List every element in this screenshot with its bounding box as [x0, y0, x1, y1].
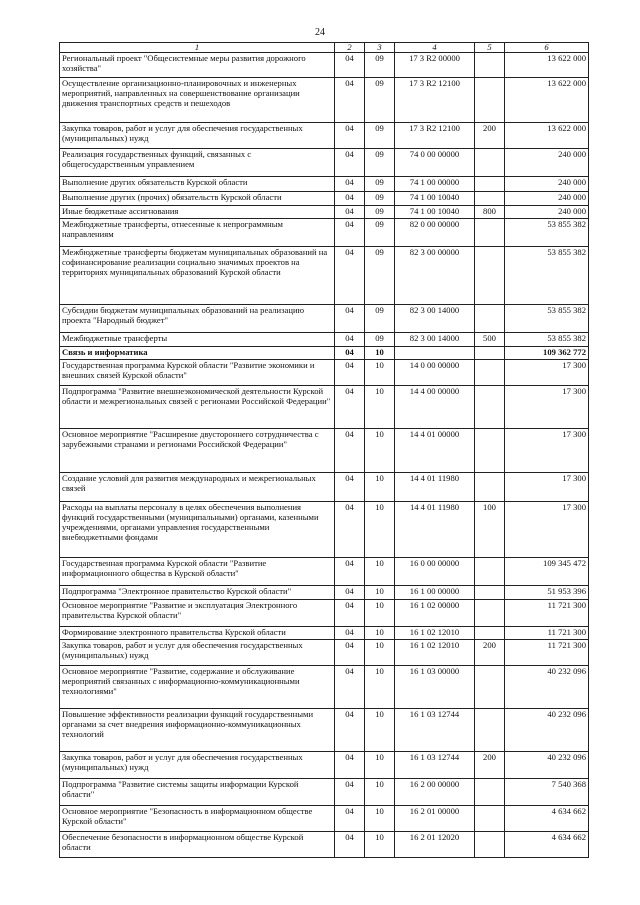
cell-subsection: 10: [365, 752, 395, 779]
cell-amount: 240 000: [505, 192, 589, 206]
cell-section: 04: [335, 502, 365, 558]
cell-amount: 240 000: [505, 177, 589, 192]
cell-target-article: 16 1 03 12744: [395, 752, 475, 779]
cell-expense-type: [475, 832, 505, 858]
cell-subsection: 09: [365, 206, 395, 219]
cell-amount: 109 362 772: [505, 347, 589, 360]
page-number: 24: [315, 27, 325, 38]
cell-target-article: 14 0 00 00000: [395, 360, 475, 386]
cell-subsection: 09: [365, 177, 395, 192]
cell-name: Формирование электронного правительства Курской области: [60, 627, 335, 640]
cell-subsection: 09: [365, 123, 395, 149]
cell-target-article: 16 1 03 00000: [395, 666, 475, 709]
cell-subsection: 10: [365, 640, 395, 666]
cell-subsection: 09: [365, 219, 395, 247]
cell-section: 04: [335, 219, 365, 247]
cell-amount: 11 721 300: [505, 600, 589, 627]
cell-name: Межбюджетные трансферты, отнесенные к непрограммным направлениям: [60, 219, 335, 247]
cell-name: Расходы на выплаты персоналу в целях обеспечения выполнения функций государственными (муниципальными) органами, казенными учреждениями, органами управления государственными внебюджетными фондами: [60, 502, 335, 558]
cell-name: Межбюджетные трансферты бюджетам муниципальных образований на софинансирование реализации социально значимых проектов на территориях муниципальных образований Курской области: [60, 247, 335, 305]
cell-section: 04: [335, 752, 365, 779]
table-row: [60, 806, 589, 832]
cell-section: 04: [335, 333, 365, 347]
budget-table: [59, 42, 589, 858]
cell-name: Связь и информатика: [60, 347, 335, 360]
table-row: [60, 247, 589, 305]
cell-subsection: 09: [365, 53, 395, 78]
cell-amount: 53 855 382: [505, 305, 589, 333]
cell-subsection: 10: [365, 429, 395, 473]
cell-amount: 4 634 662: [505, 806, 589, 832]
cell-section: 04: [335, 429, 365, 473]
cell-name: Подпрограмма "Развитие внешнеэкономической деятельности Курской области и межрегиональных связей с регионами Российской Федерации": [60, 386, 335, 429]
cell-name: Повышение эффективности реализации функций государственными органами за счет внедрения информационно-коммуникационных технологий: [60, 709, 335, 752]
cell-section: 04: [335, 600, 365, 627]
cell-target-article: 74 1 00 10040: [395, 192, 475, 206]
cell-section: 04: [335, 386, 365, 429]
cell-expense-type: 200: [475, 752, 505, 779]
cell-expense-type: [475, 386, 505, 429]
cell-expense-type: [475, 78, 505, 123]
table-row: [60, 752, 589, 779]
cell-section: 04: [335, 347, 365, 360]
cell-subsection: 09: [365, 247, 395, 305]
table-row: [60, 78, 589, 123]
cell-target-article: 16 1 02 00000: [395, 600, 475, 627]
cell-amount: 17 300: [505, 502, 589, 558]
table-row: [60, 640, 589, 666]
cell-target-article: 74 0 00 00000: [395, 149, 475, 177]
cell-subsection: 10: [365, 558, 395, 586]
cell-name: Закупка товаров, работ и услуг для обеспечения государственных (муниципальных) нужд: [60, 123, 335, 149]
cell-expense-type: [475, 149, 505, 177]
cell-section: 04: [335, 177, 365, 192]
cell-section: 04: [335, 53, 365, 78]
cell-name: Основное мероприятие "Расширение двустороннего сотрудничества с зарубежными странами и регионами Российской Федерации": [60, 429, 335, 473]
cell-target-article: 82 3 00 00000: [395, 247, 475, 305]
cell-section: 04: [335, 558, 365, 586]
cell-name: Основное мероприятие "Развитие, содержание и обслуживание мероприятий связанных с информационно-коммуникационными технологиями": [60, 666, 335, 709]
table-row: [60, 600, 589, 627]
cell-name: Иные бюджетные ассигнования: [60, 206, 335, 219]
cell-amount: 7 540 368: [505, 779, 589, 806]
cell-expense-type: [475, 219, 505, 247]
cell-amount: 13 622 000: [505, 123, 589, 149]
cell-expense-type: [475, 666, 505, 709]
cell-amount: 40 232 096: [505, 709, 589, 752]
cell-target-article: 82 0 00 00000: [395, 219, 475, 247]
cell-name: Выполнение других (прочих) обязательств Курской области: [60, 192, 335, 206]
cell-target-article: 74 1 00 10040: [395, 206, 475, 219]
column-header: 2: [335, 43, 365, 53]
cell-subsection: 10: [365, 806, 395, 832]
cell-name: Осуществление организационно-планировочных и инженерных мероприятий, направленных на совершенствование организации движения транспортных средств и пешеходов: [60, 78, 335, 123]
table-row: [60, 53, 589, 78]
cell-amount: 40 232 096: [505, 666, 589, 709]
column-header: 1: [60, 43, 335, 53]
cell-amount: 109 345 472: [505, 558, 589, 586]
table-row: [60, 206, 589, 219]
cell-expense-type: [475, 709, 505, 752]
cell-expense-type: [475, 627, 505, 640]
cell-name: Основное мероприятие "Безопасность в информационном обществе Курской области": [60, 806, 335, 832]
cell-target-article: 17 3 R2 12100: [395, 123, 475, 149]
cell-section: 04: [335, 149, 365, 177]
cell-subsection: 10: [365, 709, 395, 752]
cell-expense-type: 500: [475, 333, 505, 347]
cell-expense-type: 200: [475, 640, 505, 666]
cell-section: 04: [335, 779, 365, 806]
cell-expense-type: [475, 360, 505, 386]
cell-subsection: 10: [365, 832, 395, 858]
column-header-row: [60, 43, 589, 53]
cell-amount: 11 721 300: [505, 640, 589, 666]
table-row: [60, 177, 589, 192]
cell-target-article: 82 3 00 14000: [395, 305, 475, 333]
cell-subsection: 10: [365, 779, 395, 806]
cell-amount: 13 622 000: [505, 78, 589, 123]
cell-name: Подпрограмма "Развитие системы защиты информации Курской области": [60, 779, 335, 806]
cell-target-article: 14 4 01 11980: [395, 473, 475, 502]
cell-amount: 11 721 300: [505, 627, 589, 640]
cell-subsection: 09: [365, 333, 395, 347]
cell-amount: 40 232 096: [505, 752, 589, 779]
cell-name: Межбюджетные трансферты: [60, 333, 335, 347]
cell-subsection: 10: [365, 666, 395, 709]
cell-section: 04: [335, 709, 365, 752]
cell-expense-type: [475, 53, 505, 78]
cell-section: 04: [335, 640, 365, 666]
column-header: 6: [505, 43, 589, 53]
cell-target-article: 16 2 00 00000: [395, 779, 475, 806]
table-row: [60, 386, 589, 429]
table-row: [60, 558, 589, 586]
cell-target-article: 16 2 01 12020: [395, 832, 475, 858]
table-row: [60, 305, 589, 333]
table-row: [60, 333, 589, 347]
cell-name: Государственная программа Курской области "Развитие экономики и внешних связей Курской области": [60, 360, 335, 386]
cell-section: 04: [335, 806, 365, 832]
table-row: [60, 832, 589, 858]
cell-amount: 240 000: [505, 149, 589, 177]
cell-section: 04: [335, 627, 365, 640]
cell-subsection: 10: [365, 473, 395, 502]
cell-amount: 53 855 382: [505, 333, 589, 347]
cell-expense-type: [475, 429, 505, 473]
cell-amount: 17 300: [505, 429, 589, 473]
cell-target-article: 14 4 00 00000: [395, 386, 475, 429]
cell-expense-type: [475, 600, 505, 627]
table-row: [60, 123, 589, 149]
cell-amount: 13 622 000: [505, 53, 589, 78]
table-row: [60, 666, 589, 709]
cell-expense-type: [475, 473, 505, 502]
cell-subsection: 10: [365, 502, 395, 558]
cell-section: 04: [335, 832, 365, 858]
cell-subsection: 10: [365, 600, 395, 627]
column-header: 4: [395, 43, 475, 53]
table-row: [60, 219, 589, 247]
cell-name: Выполнение других обязательств Курской области: [60, 177, 335, 192]
cell-expense-type: [475, 586, 505, 600]
cell-expense-type: [475, 305, 505, 333]
column-header: 5: [475, 43, 505, 53]
cell-target-article: 17 3 R2 00000: [395, 53, 475, 78]
cell-name: Реализация государственных функций, связанных с общегосударственным управлением: [60, 149, 335, 177]
cell-section: 04: [335, 586, 365, 600]
cell-section: 04: [335, 360, 365, 386]
table-row: [60, 192, 589, 206]
cell-target-article: 82 3 00 14000: [395, 333, 475, 347]
cell-amount: 51 953 396: [505, 586, 589, 600]
cell-section: 04: [335, 206, 365, 219]
cell-name: Закупка товаров, работ и услуг для обеспечения государственных (муниципальных) нужд: [60, 752, 335, 779]
cell-amount: 240 000: [505, 206, 589, 219]
cell-expense-type: 100: [475, 502, 505, 558]
cell-name: Субсидии бюджетам муниципальных образований на реализацию проекта "Народный бюджет": [60, 305, 335, 333]
cell-target-article: 16 0 00 00000: [395, 558, 475, 586]
cell-subsection: 09: [365, 149, 395, 177]
cell-amount: 53 855 382: [505, 247, 589, 305]
cell-target-article: 14 4 01 00000: [395, 429, 475, 473]
cell-name: Государственная программа Курской области "Развитие информационного общества в Курской области": [60, 558, 335, 586]
cell-name: Обеспечение безопасности в информационном обществе Курской области: [60, 832, 335, 858]
cell-amount: 17 300: [505, 360, 589, 386]
cell-name: Подпрограмма "Электронное правительство Курской области": [60, 586, 335, 600]
cell-subsection: 10: [365, 360, 395, 386]
table-row: [60, 627, 589, 640]
cell-expense-type: [475, 192, 505, 206]
table-row: [60, 347, 589, 360]
cell-expense-type: 800: [475, 206, 505, 219]
cell-expense-type: [475, 177, 505, 192]
cell-section: 04: [335, 78, 365, 123]
cell-subsection: 09: [365, 305, 395, 333]
table-row: [60, 429, 589, 473]
cell-expense-type: 200: [475, 123, 505, 149]
cell-target-article: 16 1 00 00000: [395, 586, 475, 600]
cell-amount: 17 300: [505, 473, 589, 502]
table-row: [60, 473, 589, 502]
cell-subsection: 10: [365, 347, 395, 360]
cell-section: 04: [335, 305, 365, 333]
cell-expense-type: [475, 347, 505, 360]
table-row: [60, 502, 589, 558]
cell-section: 04: [335, 192, 365, 206]
cell-amount: 53 855 382: [505, 219, 589, 247]
cell-name: Создание условий для развития международных и межрегиональных связей: [60, 473, 335, 502]
cell-amount: 4 634 662: [505, 832, 589, 858]
cell-target-article: 16 1 02 12010: [395, 627, 475, 640]
cell-target-article: 16 1 02 12010: [395, 640, 475, 666]
cell-expense-type: [475, 247, 505, 305]
cell-target-article: [395, 347, 475, 360]
cell-subsection: 10: [365, 586, 395, 600]
cell-name: Основное мероприятие "Развитие и эксплуатация Электронного правительства Курской области": [60, 600, 335, 627]
cell-target-article: 17 3 R2 12100: [395, 78, 475, 123]
cell-section: 04: [335, 666, 365, 709]
table-row: [60, 360, 589, 386]
cell-name: Закупка товаров, работ и услуг для обеспечения государственных (муниципальных) нужд: [60, 640, 335, 666]
cell-name: Региональный проект "Общесистемные меры развития дорожного хозяйства": [60, 53, 335, 78]
cell-expense-type: [475, 806, 505, 832]
table-row: [60, 779, 589, 806]
cell-subsection: 10: [365, 386, 395, 429]
cell-subsection: 10: [365, 627, 395, 640]
cell-section: 04: [335, 473, 365, 502]
cell-target-article: 14 4 01 11980: [395, 502, 475, 558]
cell-amount: 17 300: [505, 386, 589, 429]
cell-expense-type: [475, 779, 505, 806]
cell-subsection: 09: [365, 192, 395, 206]
column-header: 3: [365, 43, 395, 53]
cell-expense-type: [475, 558, 505, 586]
cell-target-article: 16 1 03 12744: [395, 709, 475, 752]
cell-section: 04: [335, 247, 365, 305]
table-row: [60, 149, 589, 177]
cell-section: 04: [335, 123, 365, 149]
cell-target-article: 74 1 00 00000: [395, 177, 475, 192]
table-row: [60, 709, 589, 752]
cell-subsection: 09: [365, 78, 395, 123]
table-row: [60, 586, 589, 600]
cell-target-article: 16 2 01 00000: [395, 806, 475, 832]
